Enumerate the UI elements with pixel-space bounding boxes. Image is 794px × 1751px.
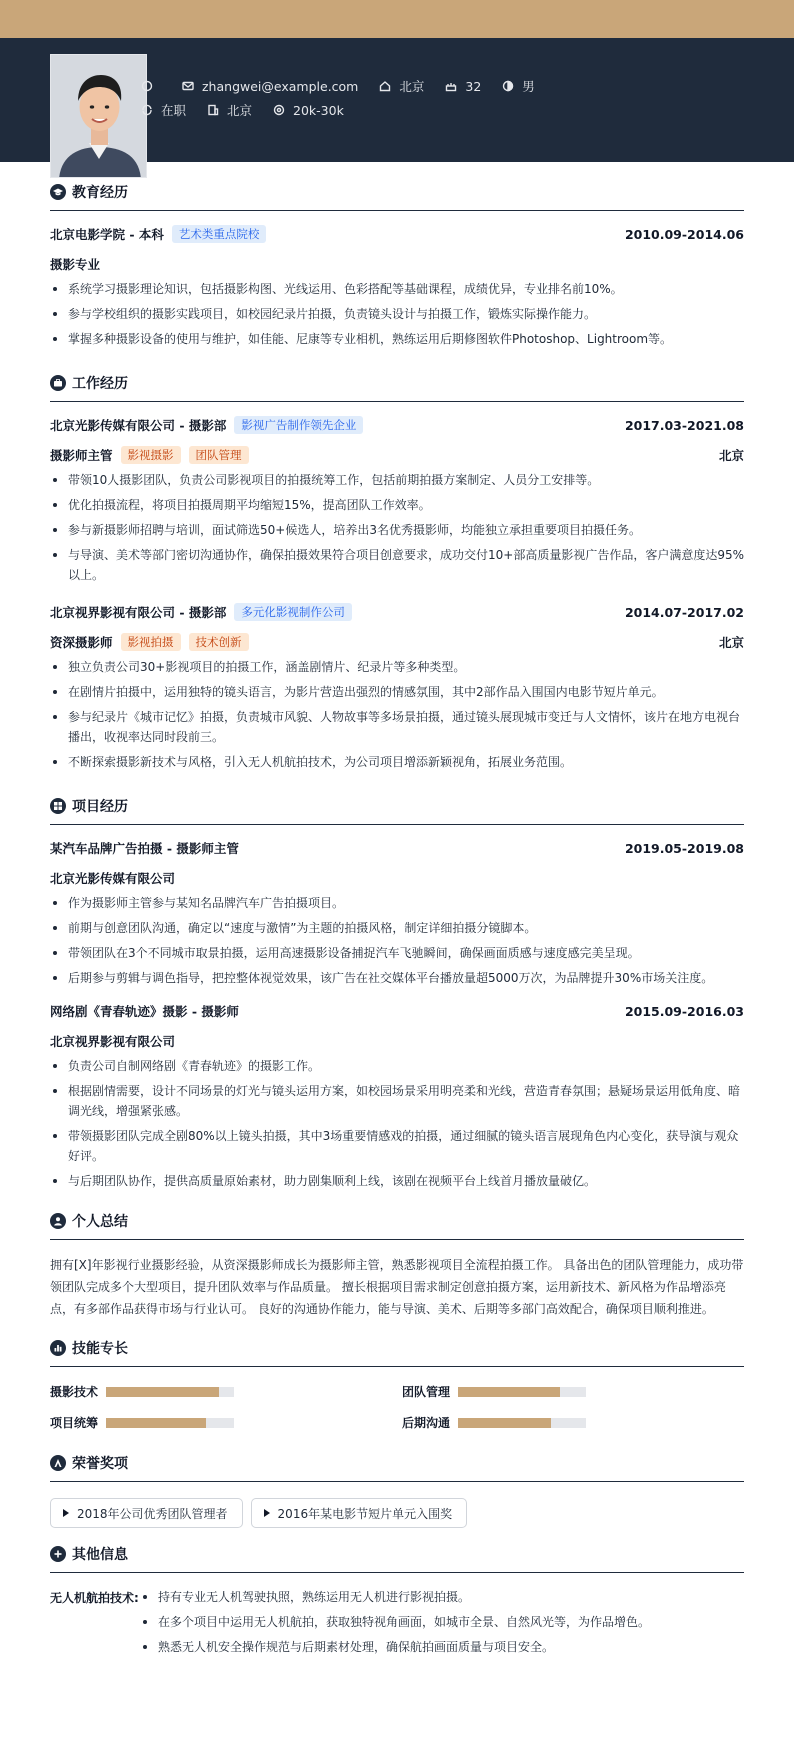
- skill-item: [50, 1414, 402, 1431]
- section-title: 其他信息: [72, 1547, 128, 1563]
- section-title: 个人总结: [72, 1214, 128, 1230]
- section-title: 项目经历: [72, 799, 128, 815]
- graduation-cap-icon: [50, 184, 66, 200]
- skill-tag: 技术创新: [189, 633, 249, 651]
- gender-item: [501, 77, 535, 95]
- profile-header: [0, 38, 794, 162]
- education-section: [50, 182, 744, 349]
- phone-icon: [140, 79, 154, 93]
- school-name: 北京电影学院 - 本科: [50, 227, 164, 242]
- date-range: 2019.05-2019.08: [624, 840, 744, 856]
- skill-name: 项目统筹: [50, 1416, 99, 1430]
- email-text: zhangwei@example.com: [202, 78, 359, 94]
- bullet-list: [50, 470, 744, 585]
- date-range: 2014.07-2017.02: [624, 604, 744, 620]
- date-range: 2015.09-2016.03: [624, 1003, 744, 1019]
- job-entry: [50, 603, 744, 772]
- list-item: 独立负责公司30+影视项目的拍摄工作，涵盖剧情片、纪录片等多种类型。: [50, 657, 744, 677]
- project-company: 北京视界影视有限公司: [50, 1034, 176, 1049]
- project-entry: [50, 1002, 744, 1191]
- resume-body: [50, 162, 744, 1662]
- skill-bar-fill: [458, 1387, 560, 1397]
- project-entry: [50, 839, 744, 988]
- play-icon: [264, 1509, 270, 1517]
- user-icon: [50, 1213, 66, 1229]
- skill-bar-fill: [106, 1387, 219, 1397]
- award-text: 2016年某电影节短片单元入围奖: [277, 1506, 453, 1521]
- section-title: 教育经历: [72, 185, 128, 201]
- bar-chart-icon: [50, 1340, 66, 1356]
- list-item: 根据剧情需要，设计不同场景的灯光与镜头运用方案，如校园场景采用明亮柔和光线，营造青春氛围；悬疑场景运用低角度、暗调光线，增强紧张感。: [50, 1081, 744, 1121]
- top-accent-bar: [0, 0, 794, 38]
- other-label: 无人机航拍技术:: [50, 1591, 139, 1605]
- section-header: [50, 1544, 744, 1573]
- awards-list: [50, 1498, 744, 1528]
- company-name: 北京视界影视有限公司 - 摄影部: [50, 605, 227, 620]
- project-name: 网络剧《青春轨迹》摄影 - 摄影师: [50, 1004, 239, 1019]
- list-item: 后期参与剪辑与调色指导，把控整体视觉效果，该广告在社交媒体平台播放量超5000万次，为品牌提升30%市场关注度。: [50, 968, 744, 988]
- status-item: [140, 101, 186, 119]
- list-item: 带领摄影团队完成全剧80%以上镜头拍摄，其中3场重要情感戏的拍摄，通过细腻的镜头语言展现角色内心变化，获导演与观众好评。: [50, 1126, 744, 1166]
- skill-name: 摄影技术: [50, 1385, 99, 1399]
- list-item: 与导演、美术等部门密切沟通协作，确保拍摄效果符合项目创意要求，成功交付10+部高质量影视广告作品，客户满意度达95%以上。: [50, 545, 744, 585]
- major: 摄影专业: [50, 257, 101, 272]
- target-city-item: [206, 101, 252, 119]
- gender-icon: [501, 79, 515, 93]
- section-header: [50, 1453, 744, 1482]
- phone-item: [140, 79, 161, 93]
- refresh-icon: [140, 103, 154, 117]
- skill-bar: [458, 1418, 586, 1428]
- skill-name: 后期沟通: [402, 1416, 451, 1430]
- list-item: 带领团队在3个不同城市取景拍摄，运用高速摄影设备捕捉汽车飞驰瞬间，确保画面质感与速度感完美呈现。: [50, 943, 744, 963]
- company-name: 北京光影传媒有限公司 - 摄影部: [50, 418, 227, 433]
- email-item[interactable]: [181, 79, 358, 94]
- list-item: 在多个项目中运用无人机航拍，获取独特视角画面，如城市全景、自然风光等，为作品增色。: [140, 1612, 744, 1632]
- list-item: 系统学习摄影理论知识，包括摄影构图、光线运用、色彩搭配等基础课程，成绩优异，专业排名前10%。: [50, 279, 744, 299]
- bullet-list: [50, 1056, 744, 1191]
- salary-text: 20k-30k: [293, 102, 344, 118]
- section-header: [50, 1338, 744, 1367]
- list-item: 优化拍摄流程，将项目拍摄周期平均缩短15%，提高团队工作效率。: [50, 495, 744, 515]
- status-row: [140, 101, 364, 119]
- status-text: 在职: [161, 103, 187, 118]
- skills-section: [50, 1338, 744, 1431]
- other-entry: [50, 1587, 744, 1662]
- bullet-list: [50, 657, 744, 772]
- award-chip: [251, 1498, 468, 1528]
- list-item: 在剧情片拍摄中，运用独特的镜头语言，为影片营造出强烈的情感氛围，其中2部作品入围国内电影节短片单元。: [50, 682, 744, 702]
- list-item: 参与新摄影师招聘与培训，面试筛选50+候选人，培养出3名优秀摄影师，均能独立承担重要项目拍摄任务。: [50, 520, 744, 540]
- play-icon: [63, 1509, 69, 1517]
- skill-item: [402, 1383, 744, 1400]
- section-title: 技能专长: [72, 1341, 128, 1357]
- section-title: 工作经历: [72, 376, 128, 392]
- award-chip: [50, 1498, 243, 1528]
- skill-bar-fill: [458, 1418, 551, 1428]
- city-text: 北京: [399, 79, 425, 94]
- skill-item: [402, 1414, 744, 1431]
- skill-bar: [106, 1387, 234, 1397]
- plus-icon: [50, 1546, 66, 1562]
- section-header: [50, 1211, 744, 1240]
- other-section: [50, 1544, 744, 1662]
- list-item: 作为摄影师主管参与某知名品牌汽车广告拍摄项目。: [50, 893, 744, 913]
- grid-icon: [50, 798, 66, 814]
- skill-bar: [458, 1387, 586, 1397]
- skill-tag: 团队管理: [189, 446, 249, 464]
- role: 摄影师主管: [50, 448, 113, 463]
- awards-section: [50, 1453, 744, 1528]
- list-item: 参与学校组织的摄影实践项目，如校园纪录片拍摄，负责镜头设计与拍摄工作，锻炼实际操作能力。: [50, 304, 744, 324]
- date-range: 2010.09-2014.06: [624, 226, 744, 242]
- award-icon: [50, 1455, 66, 1471]
- skill-tag: 影视摄影: [121, 446, 181, 464]
- skill-tag: 影视拍摄: [121, 633, 181, 651]
- summary-section: [50, 1211, 744, 1320]
- salary-item: [272, 103, 344, 118]
- bullet-list: [50, 279, 744, 349]
- briefcase-icon: [50, 375, 66, 391]
- list-item: 负责公司自制网络剧《青春轨迹》的摄影工作。: [50, 1056, 744, 1076]
- project-name: 某汽车品牌广告拍摄 - 摄影师主管: [50, 841, 239, 856]
- bullet-list: [140, 1587, 744, 1662]
- bullet-list: [50, 893, 744, 988]
- date-range: 2017.03-2021.08: [624, 417, 744, 433]
- section-header: [50, 373, 744, 402]
- list-item: 与后期团队协作，提供高质量原始素材，助力剧集顺利上线，该剧在视频平台上线首月播放量破亿。: [50, 1171, 744, 1191]
- section-header: [50, 796, 744, 825]
- age-item: [444, 79, 481, 94]
- skill-item: [50, 1383, 402, 1400]
- list-item: 带领10人摄影团队，负责公司影视项目的拍摄统筹工作，包括前期拍摄方案制定、人员分工安排等。: [50, 470, 744, 490]
- list-item: 不断探索摄影新技术与风格，引入无人机航拍技术，为公司项目增添新颖视角，拓展业务范围。: [50, 752, 744, 772]
- company-tag: 多元化影视制作公司: [234, 603, 352, 621]
- avatar: [50, 54, 147, 178]
- skill-bar-fill: [106, 1418, 206, 1428]
- skill-bar: [106, 1418, 234, 1428]
- skill-name: 团队管理: [402, 1385, 451, 1399]
- role: 资深摄影师: [50, 635, 113, 650]
- section-title: 荣誉奖项: [72, 1456, 128, 1472]
- city-item: [378, 77, 424, 95]
- location: 北京: [718, 635, 744, 650]
- section-header: [50, 182, 744, 211]
- target-city-text: 北京: [227, 103, 253, 118]
- gender-text: 男: [522, 79, 535, 94]
- work-section: [50, 373, 744, 772]
- list-item: 前期与创意团队沟通，确定以“速度与激情”为主题的拍摄风格，制定详细拍摄分镜脚本。: [50, 918, 744, 938]
- contact-row: [140, 77, 555, 95]
- award-text: 2018年公司优秀团队管理者: [77, 1506, 228, 1521]
- cake-icon: [444, 79, 458, 93]
- list-item: 掌握多种摄影设备的使用与维护，如佳能、尼康等专业相机，熟练运用后期修图软件Photoshop、Lightroom等。: [50, 329, 744, 349]
- skills-grid: [50, 1383, 744, 1431]
- list-item: 持有专业无人机驾驶执照，熟练运用无人机进行影视拍摄。: [140, 1587, 744, 1607]
- project-company: 北京光影传媒有限公司: [50, 871, 176, 886]
- building-icon: [206, 103, 220, 117]
- mail-icon: [181, 79, 195, 93]
- job-entry: [50, 416, 744, 585]
- school-tag: 艺术类重点院校: [172, 225, 267, 243]
- age-text: 32: [465, 78, 482, 94]
- location: 北京: [718, 448, 744, 463]
- projects-section: [50, 796, 744, 1191]
- coin-icon: [272, 103, 286, 117]
- education-entry: [50, 225, 744, 349]
- summary-text: 拥有[X]年影视行业摄影经验，从资深摄影师成长为摄影师主管，熟悉影视项目全流程拍摄工作。 具备出色的团队管理能力，成功带领团队完成多个大型项目，提升团队效率与作品质量。 擅长根据项目需求制定创意拍摄方案，运用新技术、新风格为作品增添亮点，有多部作品获得市场与行业认可。 良好的沟通协作能力，能与导演、美术、后期等多部门高效配合，确保项目顺利推进。: [50, 1258, 744, 1316]
- list-item: 熟悉无人机安全操作规范与后期素材处理，确保航拍画面质量与项目安全。: [140, 1637, 744, 1657]
- company-tag: 影视广告制作领先企业: [234, 416, 363, 434]
- list-item: 参与纪录片《城市记忆》拍摄，负责城市风貌、人物故事等多场景拍摄，通过镜头展现城市变迁与人文情怀，该片在地方电视台播出，收视率达同时段前三。: [50, 707, 744, 747]
- home-icon: [378, 79, 392, 93]
